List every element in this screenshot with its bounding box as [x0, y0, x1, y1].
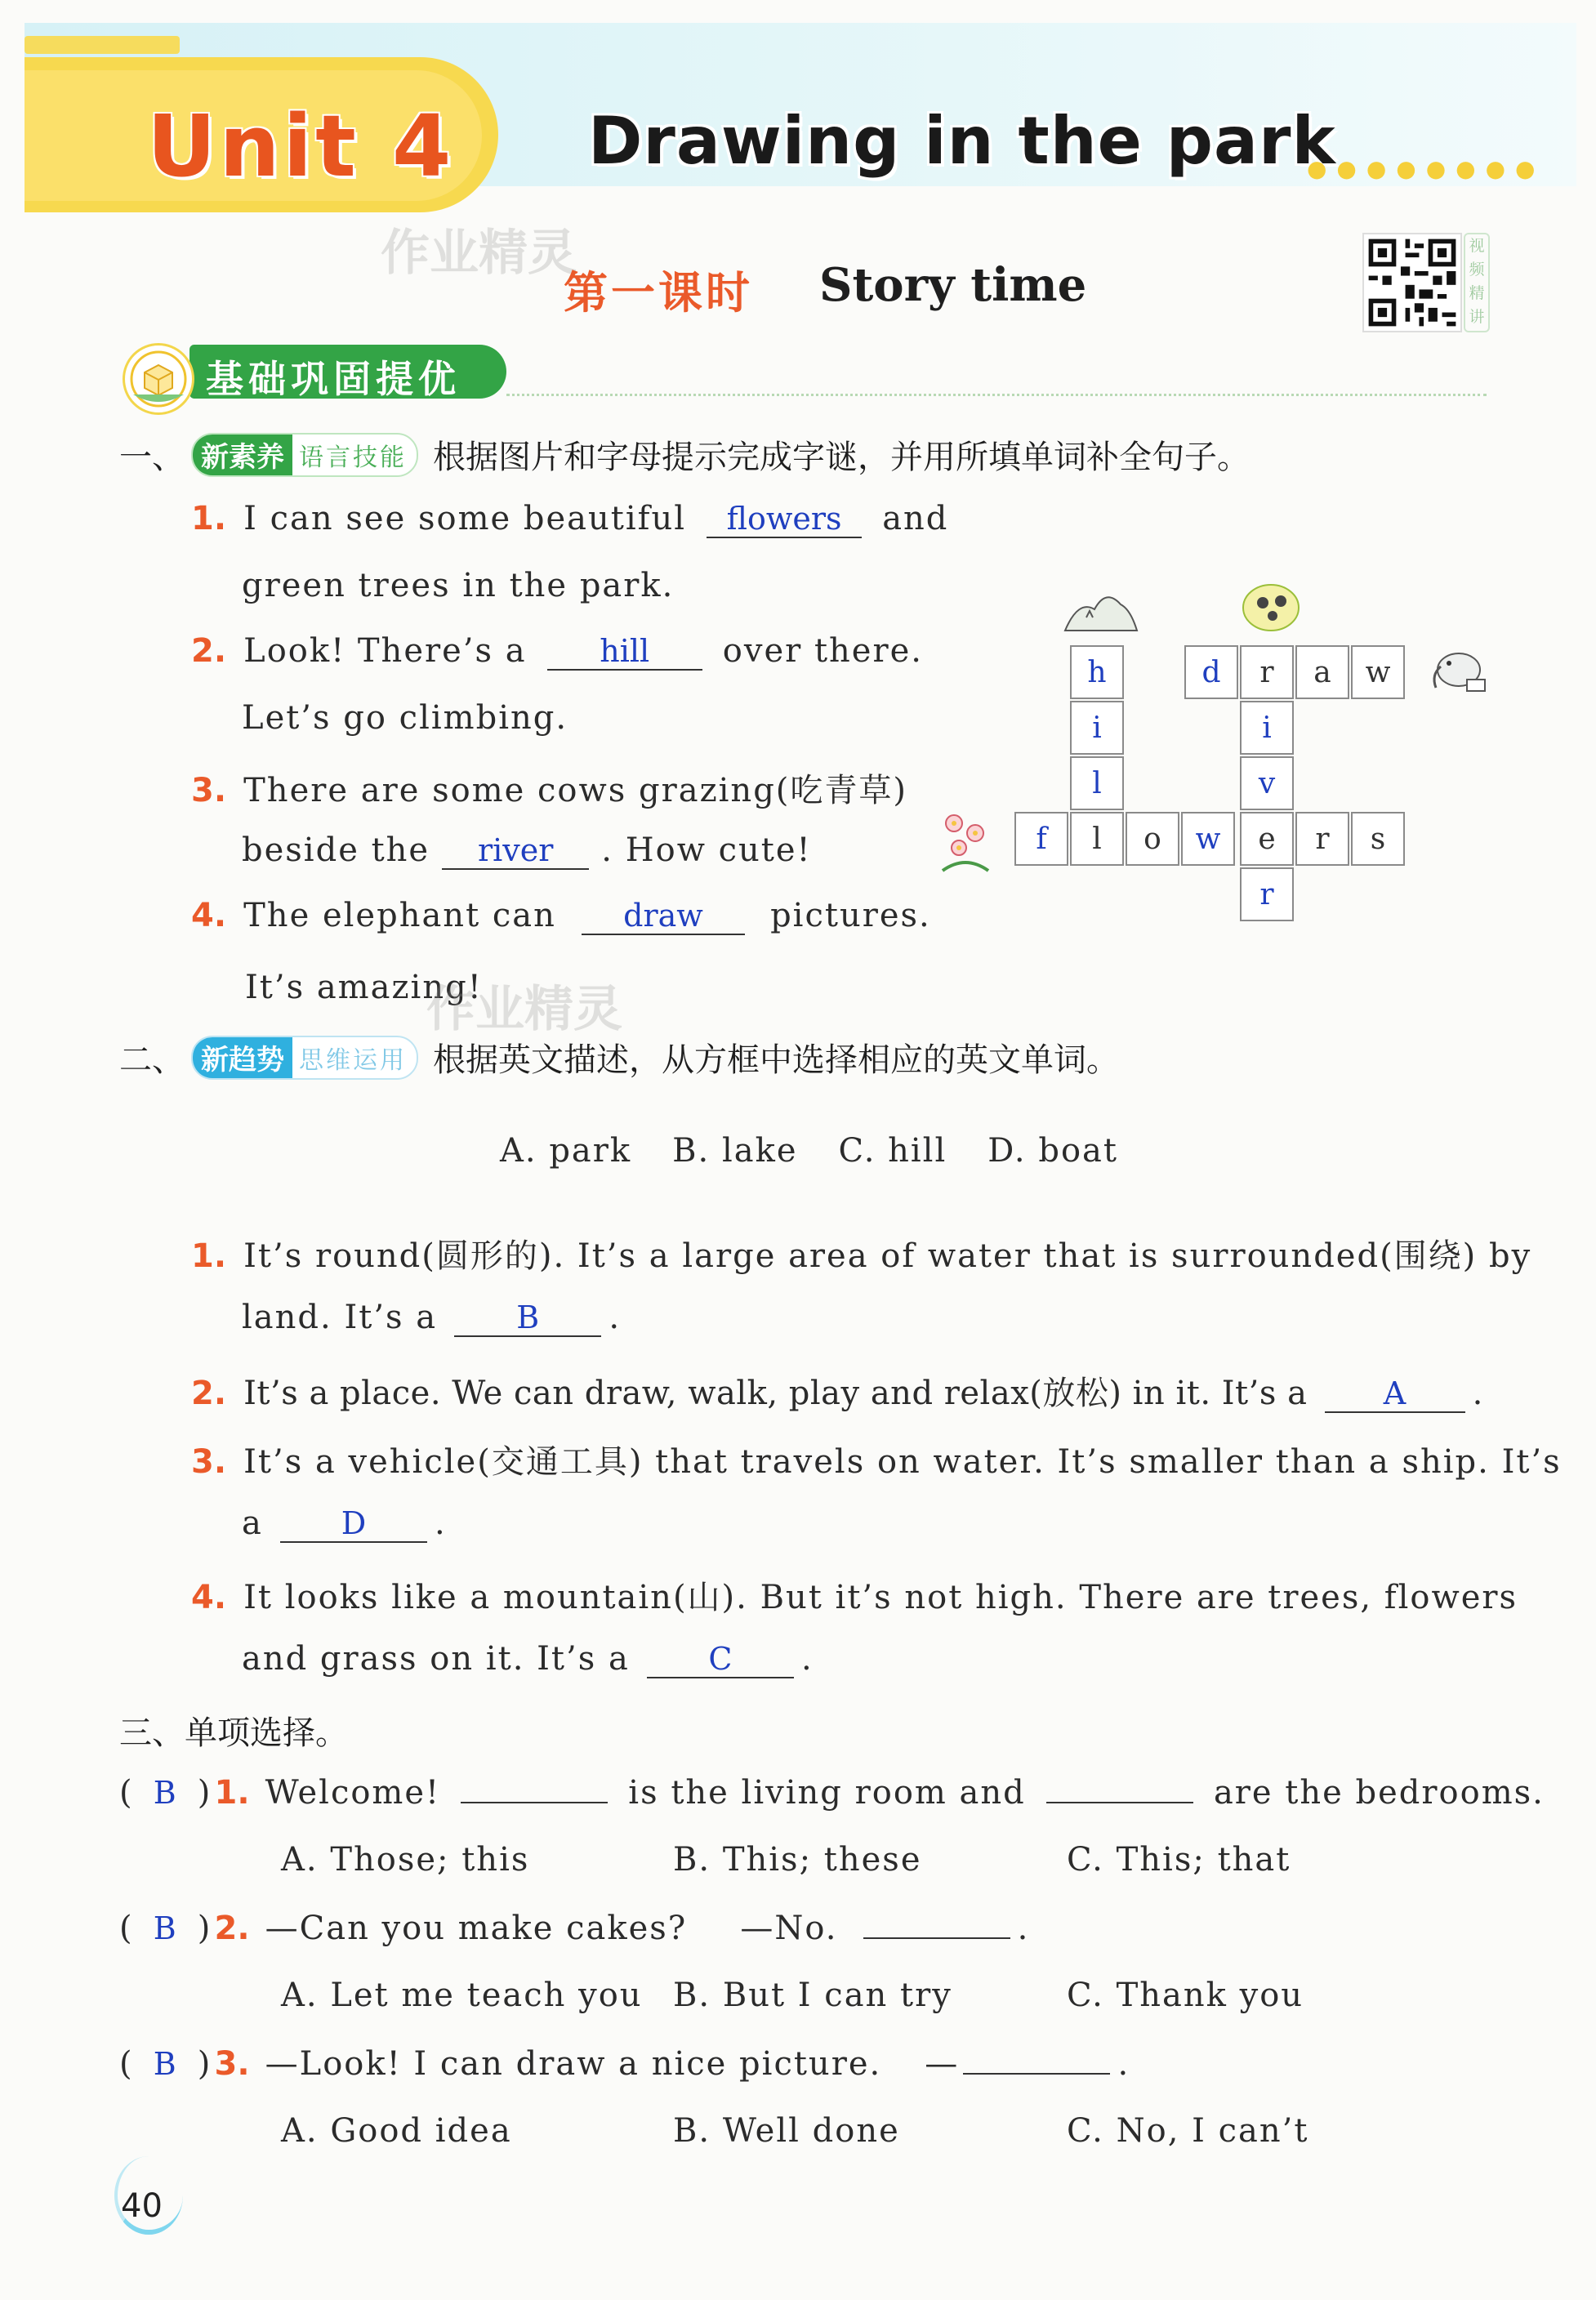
- item-text: It’s a place. We can draw, walk, play and relax(放松) in it. It’s a: [243, 1375, 1308, 1412]
- paren-open: (: [119, 2045, 132, 2083]
- question-text: —No.: [740, 1910, 838, 1947]
- paren-open: (: [119, 1910, 132, 1947]
- item-number: 1.: [191, 1237, 227, 1275]
- part1-item-3: [191, 764, 907, 811]
- part2-item-3-line2: [242, 1504, 447, 1543]
- answer-choice[interactable]: B: [153, 2046, 176, 2082]
- cube-icon: [123, 343, 194, 415]
- crossword-cell[interactable]: d: [1184, 645, 1238, 699]
- question-blank[interactable]: [963, 2073, 1110, 2075]
- part1-item-3-line2: [242, 831, 812, 870]
- answer-blank[interactable]: flowers: [707, 501, 862, 538]
- part1-item-2-line2: Let’s go climbing.: [242, 699, 568, 737]
- part1-item-1-line2: green trees in the park.: [242, 567, 675, 604]
- q3-option-a[interactable]: A. Good idea: [281, 2112, 512, 2150]
- paren-open: (: [119, 1774, 132, 1812]
- drawing-bees-icon: [1238, 578, 1304, 635]
- answer-blank[interactable]: C: [647, 1641, 794, 1678]
- answer-blank[interactable]: draw: [582, 898, 745, 935]
- option-c: C. hill: [838, 1132, 947, 1170]
- answer-blank[interactable]: river: [442, 832, 589, 870]
- item-number: 4.: [191, 897, 227, 934]
- q3-option-b[interactable]: B. Well done: [673, 2112, 900, 2150]
- part2-item-2: [191, 1367, 1484, 1414]
- q1-option-c[interactable]: C. This; that: [1067, 1841, 1291, 1879]
- part1-badge-sub: 语言技能: [299, 443, 407, 472]
- lesson-title: Story time: [819, 258, 1087, 312]
- q1-option-b[interactable]: B. This; these: [673, 1841, 922, 1879]
- watermark: 作业精灵: [381, 225, 577, 282]
- crossword-cell: l: [1070, 812, 1124, 866]
- part1-number: 一、: [119, 439, 185, 476]
- watermark: 作业精灵: [426, 981, 622, 1038]
- item-text: pictures.: [770, 897, 931, 934]
- part2-badge: [191, 1036, 418, 1080]
- question-text: —Can you make cakes?: [265, 1910, 688, 1947]
- item-text: The elephant can: [243, 897, 556, 934]
- item-text: a: [242, 1504, 263, 1542]
- item-number: 1.: [191, 500, 227, 537]
- part1-item-4-line2: It’s amazing!: [245, 969, 483, 1006]
- option-b: B. lake: [672, 1132, 798, 1170]
- section-divider: [506, 394, 1487, 396]
- word-options: [500, 1132, 1118, 1170]
- part3-heading: 三、单项选择。: [119, 1714, 348, 1752]
- hill-icon: [1062, 585, 1140, 634]
- answer-choice[interactable]: B: [153, 1775, 176, 1811]
- part2-item-1-line2: [242, 1299, 621, 1337]
- item-text: land. It’s a: [242, 1299, 438, 1336]
- part1-heading: [119, 431, 1250, 478]
- item-text: .: [435, 1504, 447, 1542]
- part1-item-2: [191, 632, 923, 671]
- crossword-cell: s: [1351, 812, 1405, 866]
- part1-badge-main: 新素养: [193, 435, 292, 475]
- q2-option-a[interactable]: A. Let me teach you: [281, 1977, 643, 2014]
- item-number: 4.: [191, 1579, 227, 1616]
- item-text: beside the: [242, 831, 430, 869]
- answer-choice[interactable]: B: [153, 1910, 176, 1946]
- part1-badge: [191, 433, 418, 477]
- video-lesson-label: 视频精讲: [1464, 233, 1490, 332]
- option-a: A. park: [500, 1132, 632, 1170]
- part2-item-4: [191, 1571, 1518, 1618]
- question-text: —Look! I can draw a nice picture.: [265, 2045, 882, 2083]
- part3-question-3: [119, 2045, 1130, 2083]
- paren-close: ): [197, 1774, 211, 1812]
- item-number: 2.: [214, 1910, 250, 1947]
- question-text: Welcome!: [265, 1774, 441, 1812]
- crossword-cell: e: [1240, 812, 1294, 866]
- q2-option-b[interactable]: B. But I can try: [673, 1977, 952, 2014]
- q2-option-c[interactable]: C. Thank you: [1067, 1977, 1304, 2014]
- answer-blank[interactable]: hill: [547, 633, 702, 671]
- part3-question-1: [119, 1774, 1545, 1812]
- flowers-icon: [934, 805, 996, 876]
- item-number: 2.: [191, 1375, 227, 1412]
- answer-blank[interactable]: A: [1325, 1375, 1465, 1413]
- crossword-cell[interactable]: w: [1181, 812, 1235, 866]
- crossword-cell[interactable]: i: [1070, 701, 1124, 755]
- part1-item-1: [191, 500, 948, 538]
- answer-blank[interactable]: B: [454, 1299, 601, 1337]
- part2-badge-sub: 思维运用: [299, 1045, 407, 1075]
- crossword-cell: o: [1126, 812, 1179, 866]
- question-blank[interactable]: [1046, 1802, 1193, 1803]
- question-text: .: [1017, 1910, 1030, 1947]
- item-text: .: [1472, 1375, 1485, 1412]
- crossword-cell[interactable]: v: [1240, 756, 1294, 810]
- elephant-icon: [1424, 639, 1490, 696]
- unit-label: Unit 4: [147, 96, 455, 196]
- crossword-cell: w: [1351, 645, 1405, 699]
- part1-instruction: 根据图片和字母提示完成字谜，并用所填单词补全句子。: [433, 439, 1250, 476]
- item-text: .: [609, 1299, 622, 1336]
- crossword-cell[interactable]: r: [1240, 867, 1294, 921]
- paren-close: ): [197, 1910, 211, 1947]
- part2-number: 二、: [119, 1041, 185, 1079]
- question-blank[interactable]: [461, 1802, 608, 1803]
- question-text: are the bedrooms.: [1213, 1774, 1545, 1812]
- item-text: There are some cows grazing(吃青草): [243, 772, 908, 809]
- part2-badge-main: 新趋势: [193, 1037, 292, 1078]
- item-number: 3.: [191, 772, 227, 809]
- qr-code-icon[interactable]: [1362, 233, 1462, 332]
- question-text: .: [1117, 2045, 1130, 2083]
- item-text: It’s a vehicle(交通工具) that travels on water. It’s smaller than a ship. It’s: [243, 1443, 1562, 1481]
- crossword-cell[interactable]: l: [1070, 756, 1124, 810]
- crossword-cell[interactable]: h: [1070, 645, 1124, 699]
- item-number: 3.: [191, 1443, 227, 1481]
- item-text: I can see some beautiful: [243, 500, 686, 537]
- crossword-cell: r: [1240, 645, 1294, 699]
- lesson-label: 第一课时: [564, 266, 753, 319]
- part2-instruction: 根据英文描述，从方框中选择相应的英文单词。: [433, 1041, 1119, 1079]
- part2-heading: [119, 1034, 1119, 1081]
- item-number: 3.: [214, 2045, 250, 2083]
- unit-title: Drawing in the park: [588, 103, 1336, 179]
- crossword-cell: a: [1295, 645, 1349, 699]
- section-title: 基础巩固提优: [206, 357, 461, 401]
- decorative-dots-icon: ●●●●●●●●: [1307, 155, 1545, 182]
- question-text: is the living room and: [628, 1774, 1026, 1812]
- header-strip: [25, 36, 180, 54]
- crossword-cell[interactable]: i: [1240, 701, 1294, 755]
- item-text: It’s round(圆形的). It’s a large area of water that is surrounded(围绕) by: [243, 1237, 1532, 1275]
- item-text: and: [882, 500, 949, 537]
- crossword-cell: r: [1295, 812, 1349, 866]
- part2-item-4-line2: [242, 1640, 814, 1678]
- part1-item-4: [191, 897, 931, 935]
- answer-blank[interactable]: D: [280, 1505, 427, 1543]
- question-text: —: [925, 2045, 960, 2083]
- item-number: 2.: [191, 632, 227, 670]
- q3-option-c[interactable]: C. No, I can’t: [1067, 2112, 1309, 2150]
- item-number: 1.: [214, 1774, 250, 1812]
- paren-close: ): [197, 2045, 211, 2083]
- item-text: over there.: [722, 632, 923, 670]
- item-text: It looks like a mountain(山). But it’s not high. There are trees, flowers: [243, 1579, 1518, 1616]
- part3-question-2: [119, 1910, 1029, 1947]
- option-d: D. boat: [987, 1132, 1118, 1170]
- item-text: Look! There’s a: [243, 632, 527, 670]
- crossword-cell[interactable]: f: [1014, 812, 1068, 866]
- item-text: and grass on it. It’s a: [242, 1640, 630, 1678]
- page-number: 40: [121, 2187, 163, 2225]
- item-text: .: [801, 1640, 814, 1678]
- part2-item-1: [191, 1230, 1531, 1277]
- q1-option-a[interactable]: A. Those; this: [281, 1841, 530, 1879]
- question-blank[interactable]: [863, 1937, 1010, 1939]
- part2-item-3: [191, 1436, 1562, 1482]
- item-text: . How cute!: [601, 831, 812, 869]
